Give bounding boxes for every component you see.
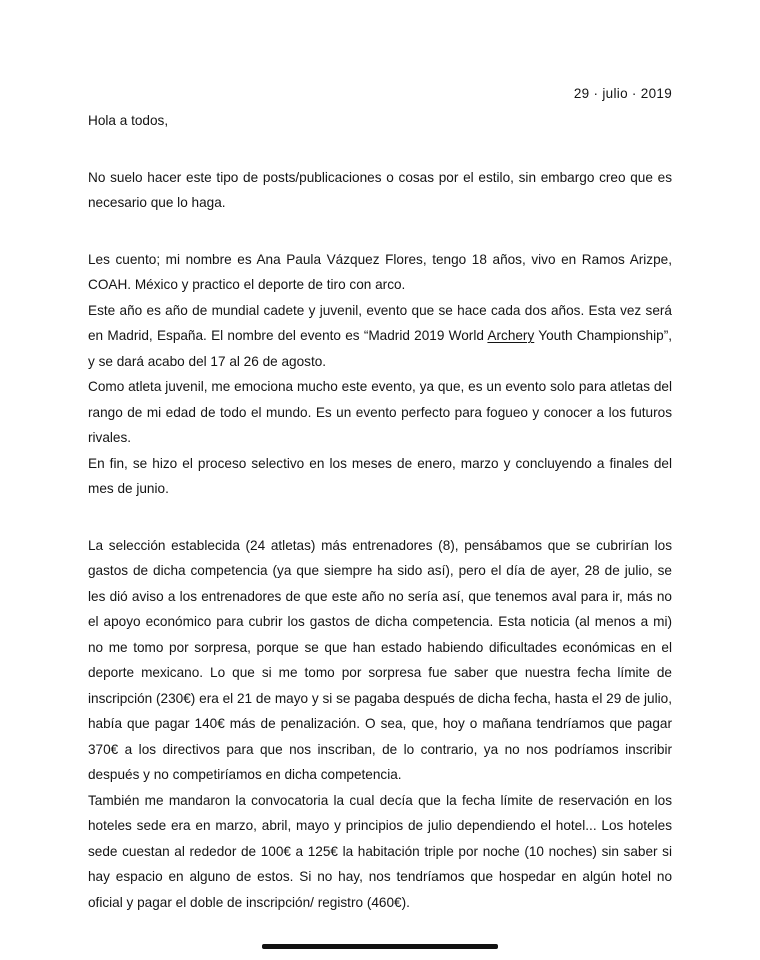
paragraph-4: Como atleta juvenil, me emociona mucho este evento, ya que, es un evento solo para atletas del rango de mi edad de todo el mundo. Es un evento perfecto para fogueo y conocer a los futuros rivales. (88, 379, 672, 445)
home-indicator-bar (262, 944, 498, 949)
paragraph-5: En fin, se hizo el proceso selectivo en los meses de enero, marzo y concluyendo a finales del mes de junio. (88, 455, 672, 496)
underlined-term: Archery (487, 328, 535, 343)
paragraph-6: La selección establecida (24 atletas) más entrenadores (8), pensábamos que se cubrirían los gastos de dicha competencia (ya que siempre ha sido así), pero el día de ayer, 28 de julio, se les dió aviso a los entrenadores de que este año no sería así, que tenemos aval para ir, más no el apoyo económico para cubrir los gastos de dicha competencia. Esta noticia (al menos a mi) no me tomo por sorpresa, porque se que han estado habiendo dificultades económicas en el deporte mexicano. Lo que si me tomo por sorpresa fue saber que nuestra fecha límite de inscripción (230€) era el 21 de mayo y si se pagaba después de dicha fecha, hasta el 29 de julio, había que pagar 140€ más de penalización. O sea, que, hoy o mañana tendríamos que pagar 370€ a los directivos para que nos inscriban, de lo contrario, ya no nos podríamos inscribir después y no competiríamos en dicha competencia. (88, 537, 672, 782)
document-body (88, 108, 672, 915)
paragraph-2: Les cuento; mi nombre es Ana Paula Vázquez Flores, tengo 18 años, vivo en Ramos Arizpe, COAH. México y practico el deporte de tiro con arco. (88, 251, 672, 292)
paragraph-1: No suelo hacer este tipo de posts/publicaciones o cosas por el estilo, sin embargo creo que es necesario que lo haga. (88, 169, 672, 210)
paragraph-3: Este año es año de mundial cadete y juvenil, evento que se hace cada dos años. Esta vez será en Madrid, España. El nombre del evento es “Madrid 2019 World Archery Youth Championship”, y se dará acabo del 17 al 26 de agosto. (88, 302, 673, 369)
greeting-line: Hola a todos, (88, 113, 169, 128)
document-date: 29 · julio · 2019 (573, 86, 672, 101)
paragraph-7: También me mandaron la convocatoria la cual decía que la fecha límite de reservación en los hoteles sede era en marzo, abril, mayo y principios de julio dependiendo el hotel... Los hoteles sede cuestan al rededor de 100€ a 125€ la habitación triple por noche (10 noches) sin saber si hay espacio en alguno de estos. Si no hay, nos tendríamos que hospedar en algún hotel no oficial y pagar el doble de inscripción/ registro (460€). (88, 792, 672, 910)
